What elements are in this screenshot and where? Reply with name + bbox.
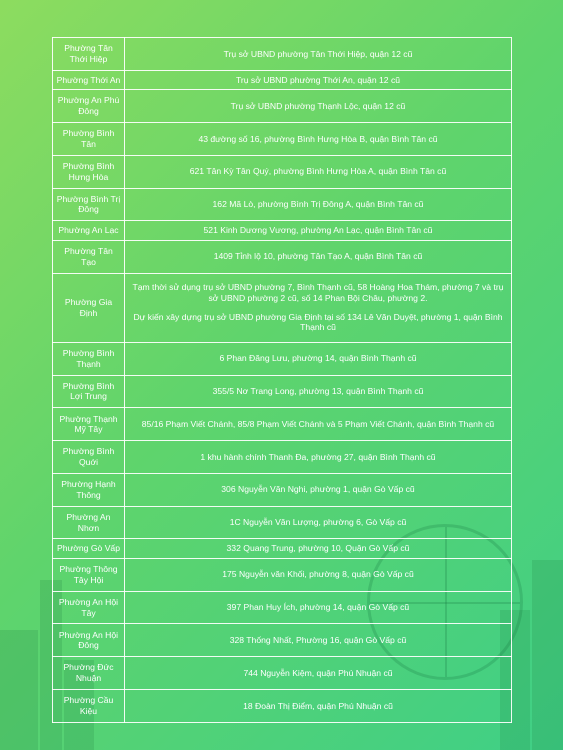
address-text: 18 Đoàn Thị Điểm, quận Phú Nhuận cũ <box>243 700 393 711</box>
address-cell <box>125 240 512 273</box>
address-text: 1 khu hành chính Thanh Đa, phường 27, quận Bình Thạnh cũ <box>200 451 436 462</box>
table-row <box>53 342 512 375</box>
ward-name-cell: Phường Thông Tây Hội <box>53 558 125 591</box>
ward-name-cell: Phường Bình Hưng Hòa <box>53 155 125 188</box>
table-row <box>53 441 512 474</box>
ward-name-cell: Phường Bình Quới <box>53 441 125 474</box>
table-row <box>53 155 512 188</box>
ward-name-cell: Phường An Lạc <box>53 221 125 240</box>
address-cell <box>125 657 512 690</box>
table-row <box>53 624 512 657</box>
address-cell <box>125 375 512 408</box>
address-text: 521 Kinh Dương Vương, phường An Lạc, quận Bình Tân cũ <box>203 225 433 236</box>
address-cell <box>125 591 512 624</box>
address-text: Trụ sở UBND phường Thới An, quận 12 cũ <box>235 74 401 85</box>
ward-name-cell: Phường An Phú Đông <box>53 90 125 123</box>
address-text: 1C Nguyễn Văn Lượng, phường 6, Gò Vấp cũ <box>229 517 407 528</box>
table-row <box>53 558 512 591</box>
ward-name-cell: Phường Tân Tạo <box>53 240 125 273</box>
ward-name-cell: Phường Bình Trị Đông <box>53 188 125 221</box>
address-text: 621 Tân Kỳ Tân Quý, phường Bình Hưng Hòa A, quận Bình Tân cũ <box>189 166 447 177</box>
address-text: 332 Quang Trung, phường 10, Quận Gò Vấp cũ <box>226 543 410 554</box>
address-cell <box>125 473 512 506</box>
address-text: Trụ sở UBND phường Thạnh Lộc, quận 12 cũ <box>230 100 406 111</box>
address-cell <box>125 273 512 342</box>
ward-name-cell: Phường An Hội Tây <box>53 591 125 624</box>
table-row <box>53 38 512 71</box>
address-cell <box>125 38 512 71</box>
table-row <box>53 375 512 408</box>
table-row <box>53 408 512 441</box>
ward-name-cell: Phường Gò Vấp <box>53 539 125 558</box>
address-cell <box>125 90 512 123</box>
table-row <box>53 240 512 273</box>
table-row <box>53 273 512 342</box>
address-text: 85/16 Phạm Viết Chánh, 85/8 Phạm Viết Chánh và 5 Phạm Viết Chánh, quận Bình Thạnh cũ <box>141 418 495 429</box>
table-row <box>53 188 512 221</box>
ward-name-cell: Phường Gia Định <box>53 273 125 342</box>
ward-name-cell: Phường Thạnh Mỹ Tây <box>53 408 125 441</box>
ward-name-cell: Phường An Hội Đông <box>53 624 125 657</box>
address-cell <box>125 539 512 558</box>
table-row <box>53 689 512 722</box>
address-cell <box>125 70 512 89</box>
address-cell <box>125 558 512 591</box>
ward-address-table <box>52 37 512 723</box>
ward-name-cell: Phường An Nhơn <box>53 506 125 539</box>
address-cell <box>125 188 512 221</box>
address-cell <box>125 123 512 156</box>
table-row <box>53 539 512 558</box>
ward-name-cell: Phường Cầu Kiệu <box>53 689 125 722</box>
address-text: Trụ sở UBND phường Tân Thới Hiệp, quận 12 cũ <box>223 48 413 59</box>
address-text: Tạm thời sử dụng trụ sở UBND phường 7, Bình Thạnh cũ, 58 Hoàng Hoa Thám, phường 7 và trụ sở UBND phường 2 cũ, số 14 Phan Bội Châu, phường 2. <box>132 282 504 303</box>
table-row <box>53 123 512 156</box>
ward-name-cell: Phường Tân Thới Hiệp <box>53 38 125 71</box>
address-text: 355/5 Nơ Trang Long, phường 13, quận Bình Thạnh cũ <box>212 386 424 397</box>
address-text: 6 Phan Đăng Lưu, phường 14, quận Bình Thạnh cũ <box>219 353 417 364</box>
table-row <box>53 90 512 123</box>
ward-name-cell: Phường Bình Lợi Trung <box>53 375 125 408</box>
address-cell <box>125 221 512 240</box>
address-cell <box>125 408 512 441</box>
address-text: 306 Nguyễn Văn Nghi, phường 1, quận Gò Vấp cũ <box>221 484 415 495</box>
address-text: 43 đường số 16, phường Bình Hưng Hòa B, quận Bình Tân cũ <box>198 133 438 144</box>
ward-name-cell: Phường Hạnh Thông <box>53 473 125 506</box>
address-text: 328 Thống Nhất, Phường 16, quận Gò Vấp cũ <box>229 634 407 645</box>
ward-name-cell: Phường Bình Tân <box>53 123 125 156</box>
ward-name-cell: Phường Thới An <box>53 70 125 89</box>
address-text: 397 Phan Huy Ích, phường 14, quận Gò Vấp cũ <box>226 602 410 613</box>
address-text: Dự kiến xây dựng trụ sở UBND phường Gia Định tại số 134 Lê Văn Duyệt, phường 1, quận Bình Thạnh cũ <box>133 311 503 333</box>
table-row <box>53 657 512 690</box>
ward-name-cell: Phường Bình Thạnh <box>53 342 125 375</box>
table-row <box>53 591 512 624</box>
address-text: 1409 Tỉnh lộ 10, phường Tân Tạo A, quận Bình Tân cũ <box>213 251 423 262</box>
table-row <box>53 473 512 506</box>
table-row <box>53 221 512 240</box>
table-row <box>53 506 512 539</box>
address-cell <box>125 441 512 474</box>
address-cell <box>125 342 512 375</box>
address-cell <box>125 506 512 539</box>
address-text: 744 Nguyễn Kiệm, quận Phú Nhuận cũ <box>243 667 393 678</box>
table-row <box>53 70 512 89</box>
address-cell <box>125 155 512 188</box>
address-text: 162 Mã Lò, phường Bình Trị Đông A, quận Bình Tân cũ <box>212 199 424 210</box>
ward-name-cell: Phường Đức Nhuận <box>53 657 125 690</box>
address-text: 175 Nguyễn văn Khối, phường 8, quận Gò Vấp cũ <box>222 569 414 580</box>
address-cell <box>125 689 512 722</box>
address-cell <box>125 624 512 657</box>
